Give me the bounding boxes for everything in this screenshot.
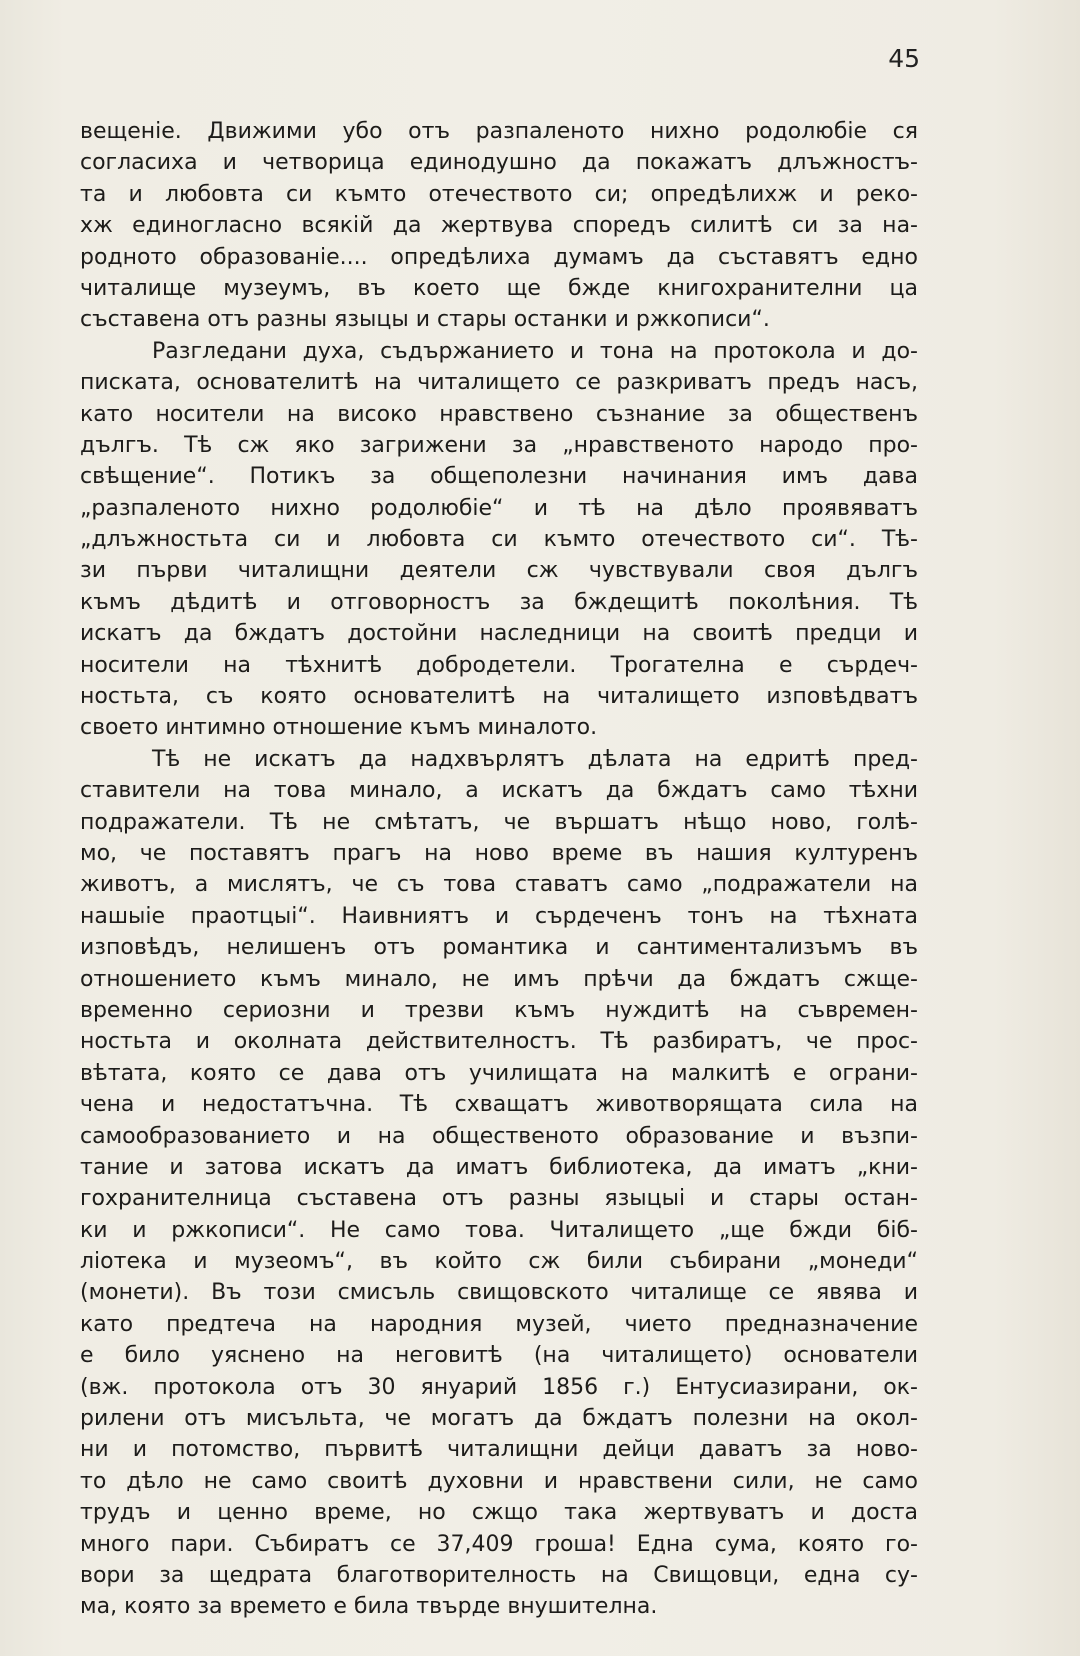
text-line: гохранителница съставена отъ разны языцыi и стары остан-	[80, 1186, 918, 1212]
text-line: ки и ржкописи“. Не само това. Читалището „ще бжди бiб-	[80, 1217, 918, 1243]
text-line: ни и потомство, първитѣ читалищни дейци даватъ за ново-	[80, 1437, 918, 1463]
text-line: носители на тѣхнитѣ добродетели. Трогателна е сърдеч-	[80, 652, 918, 678]
text-line: като носители на високо нравствено съзнание за общественъ	[80, 401, 918, 427]
text-line: вори за щедрата благотворителность на Свищовци, една су-	[80, 1562, 918, 1588]
text-line: вѣтата, която се дава отъ училищата на малкитѣ е ограни-	[80, 1060, 918, 1086]
text-line: чена и недостатъчна. Тѣ схващатъ животворящата сила на	[80, 1092, 918, 1118]
text-line: като предтеча на народния музей, чието предназначение	[80, 1311, 918, 1337]
text-line: согласиха и четворица единодушно да покажатъ длъжностъ-	[80, 150, 918, 176]
text-line: е било уяснено на неговитѣ (на читалището) основатели	[80, 1343, 918, 1369]
text-line: ностьта и околната действителностъ. Тѣ разбиратъ, че прос-	[80, 1029, 918, 1055]
text-line: читалище музеумъ, въ което ще бжде книгохранителни ца	[80, 275, 918, 301]
text-line: своето интимно отношение къмъ миналото.	[80, 715, 598, 741]
text-line: трудъ и ценно време, но сжщо така жертвуватъ и доста	[80, 1500, 918, 1526]
text-line: отношението къмъ минало, не имъ прѣчи да бждатъ сжще-	[80, 966, 918, 992]
text-line: ставители на това минало, а искатъ да бждатъ само тѣхни	[80, 778, 918, 804]
paragraph	[80, 744, 918, 1623]
body-text	[80, 116, 918, 1623]
text-line: съставена отъ разны языцы и стары останки и ржкописи“.	[80, 307, 770, 333]
text-line: зи първи читалищни деятели сж чувствували своя дългъ	[80, 558, 918, 584]
text-line: (монети). Въ този смисъль свищовското читалище се явява и	[80, 1280, 918, 1306]
text-line: хж единогласно всякiй да жертвува споредъ силитѣ си за на-	[80, 213, 918, 239]
text-line: дългъ. Тѣ сж яко загрижени за „нравственото народо про-	[80, 432, 918, 458]
text-line: та и любовта си къмто отечеството си; опредѣлихж и реко-	[80, 181, 918, 207]
text-line: родното образованiе.... опредѣлиха думамъ да съставятъ едно	[80, 244, 918, 270]
text-line: къмъ дѣдитѣ и отговорностъ за бждещитѣ поколѣния. Тѣ	[80, 589, 918, 615]
text-line: Разгледани духа, съдържанието и тона на протокола и до-	[152, 338, 918, 364]
text-line: ма, която за времето е била твърде внушителна.	[80, 1594, 658, 1620]
text-line: Тѣ не искатъ да надхвърлятъ дѣлата на едритѣ пред-	[152, 746, 918, 772]
text-line: то дѣло не само своитѣ духовни и нравствени сили, не само	[80, 1468, 918, 1494]
text-line: „разпаленото нихно родолюбiе“ и тѣ на дѣло проявяватъ	[80, 495, 918, 521]
text-line: (вж. протокола отъ 30 януарий 1856 г.) Ентусиазирани, ок-	[80, 1374, 918, 1400]
paragraph	[80, 336, 918, 744]
text-line: вещенiе. Движими убо отъ разпаленото нихно родолюбiе ся	[80, 119, 918, 144]
text-line: свѣщение“. Потикъ за общеполезни начинания имъ дава	[80, 464, 918, 490]
page-number: 45	[888, 44, 920, 73]
text-line: временно сериозни и трезви къмъ нуждитѣ на съвремен-	[80, 997, 918, 1023]
text-line: много пари. Събиратъ се 37,409 гроша! Една сума, която го-	[80, 1531, 918, 1557]
text-line: ностьта, съ която основателитѣ на читалището изповѣдватъ	[80, 684, 918, 710]
text-line: „длъжностьта си и любовта си къмто отечеството си“. Тѣ-	[80, 527, 918, 553]
text-line: нашыiе праотцыi“. Наивниятъ и сърдеченъ тонъ на тѣхната	[80, 903, 918, 929]
text-line: тание и затова искатъ да иматъ библиотека, да иматъ „кни-	[80, 1154, 918, 1180]
paragraph	[80, 116, 918, 336]
text-line: рилени отъ мисъльта, че могатъ да бждатъ полезни на окол-	[80, 1406, 918, 1432]
text-line: изповѣдъ, нелишенъ отъ романтика и сантиментализъмъ въ	[80, 935, 918, 961]
text-line: искатъ да бждатъ достойни наследници на своитѣ предци и	[80, 621, 918, 647]
text-line: подражатели. Тѣ не смѣтатъ, че вършатъ нѣщо ново, голѣ-	[80, 809, 918, 835]
text-line: писката, основателитѣ на читалището се разкриватъ предъ насъ,	[80, 370, 918, 396]
text-line: животъ, а мислятъ, че съ това ставатъ само „подражатели на	[80, 872, 918, 898]
text-line: мо, че поставятъ прагъ на ново време въ нашия културенъ	[80, 840, 918, 866]
text-line: самообразованието и на общественото образование и възпи-	[80, 1123, 918, 1149]
text-line: лiотека и музеомъ“, въ който сж били събирани „монеди“	[80, 1249, 918, 1275]
